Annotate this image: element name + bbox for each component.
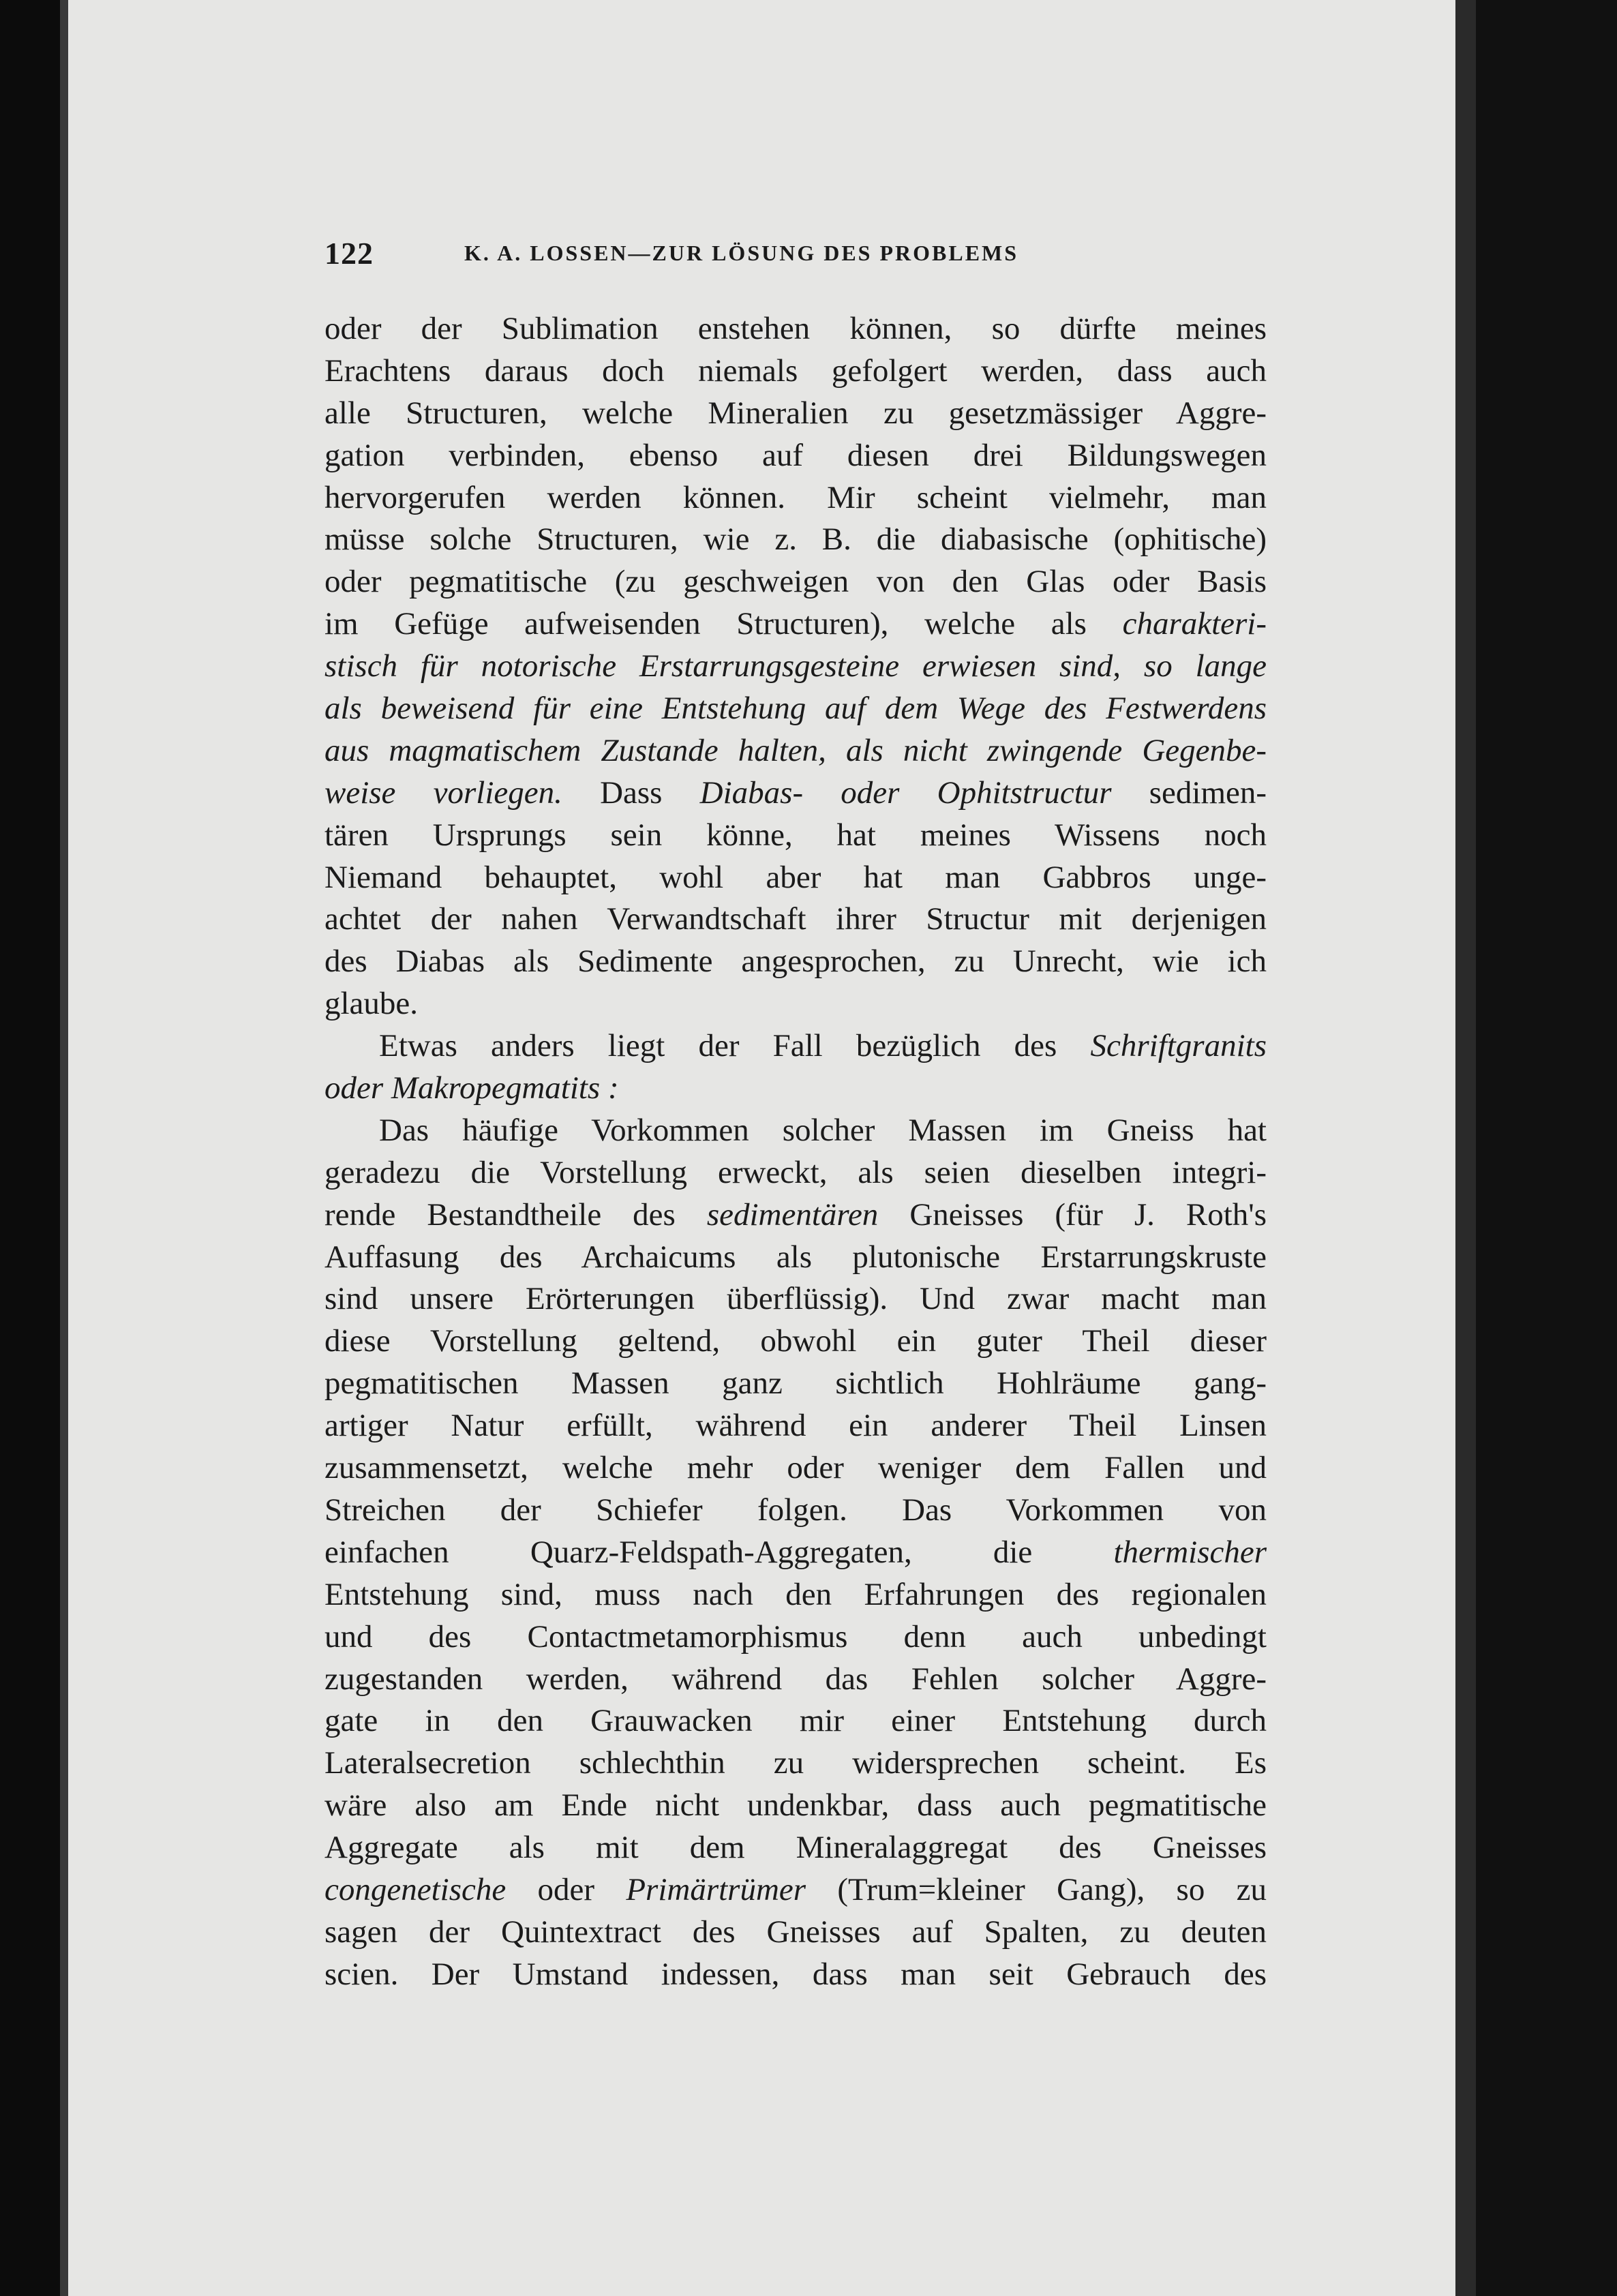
italic-text: thermischer bbox=[1113, 1534, 1267, 1570]
running-title: K. A. LOSSEN—ZUR LÖSUNG DES PROBLEMS bbox=[464, 241, 1019, 265]
scan-background-strip bbox=[1476, 0, 1617, 2296]
text-line bbox=[324, 1068, 1267, 1110]
text-line: müsse solche Structuren, wie z. B. die diabasische (ophitische) bbox=[324, 522, 1267, 558]
body-text bbox=[324, 308, 1267, 1996]
text-line: diese Vorstellung geltend, obwohl ein guter Theil dieser bbox=[324, 1323, 1267, 1359]
text-line: Auffasung des Archaicums als plutonische Erstarrungskruste bbox=[324, 1239, 1267, 1275]
text-line: zugestanden werden, während das Fehlen solcher Aggre- bbox=[324, 1661, 1267, 1697]
italic-text: congenetische bbox=[324, 1871, 507, 1907]
text-line: rende Bestandtheile des sedimentären Gneisses (für J. Roth's bbox=[324, 1196, 1267, 1233]
paragraph-start-line: Etwas anders liegt der Fall bezüglich des Schriftgranits bbox=[379, 1028, 1267, 1064]
text-line: pegmatitischen Massen ganz sichtlich Hohlräume gang- bbox=[324, 1365, 1267, 1402]
text-line: zusammensetzt, welche mehr oder weniger dem Fallen und bbox=[324, 1450, 1267, 1486]
text-line: geradezu die Vorstellung erweckt, als seien dieselben integri- bbox=[324, 1154, 1267, 1190]
italic-text: als beweisend für eine Entstehung auf dem Wege des Festwerdens bbox=[324, 691, 1267, 727]
italic-text: Primärtrümer bbox=[626, 1871, 806, 1907]
text-line: Aggregate als mit dem Mineralaggregat des Gneisses bbox=[324, 1830, 1267, 1866]
italic-text: charakteri- bbox=[1122, 606, 1267, 642]
page-gutter-shadow bbox=[1455, 0, 1476, 2296]
text-line: Erachtens daraus doch niemals gefolgert werden, dass auch bbox=[324, 352, 1267, 389]
text-line: im Gefüge aufweisenden Structuren), welche als charakteri- bbox=[324, 606, 1267, 642]
text-line: scien. Der Umstand indessen, dass man seit Gebrauch des bbox=[324, 1956, 1267, 1992]
text-line: oder der Sublimation enstehen können, so dürfte meines bbox=[324, 311, 1267, 346]
italic-text: aus magmatischem Zustande halten, als nicht zwingende Gegenbe- bbox=[324, 732, 1267, 768]
paragraph-start-line: Das häufige Vorkommen solcher Massen im Gneiss hat bbox=[379, 1112, 1267, 1148]
italic-text: stisch für notorische Erstarrungsgesteine erwiesen sind, so lange bbox=[324, 648, 1267, 684]
text-line: Streichen der Schiefer folgen. Das Vorkommen von bbox=[324, 1492, 1267, 1528]
text-line: gate in den Grauwacken mir einer Entstehung durch bbox=[324, 1703, 1267, 1739]
italic-text: oder Makropegmatits : bbox=[324, 1070, 619, 1106]
running-header bbox=[324, 235, 1272, 276]
text-line: sind unsere Erörterungen überflüssig). Und zwar macht man bbox=[324, 1281, 1267, 1317]
text-line bbox=[324, 730, 1267, 772]
italic-text: weise vorliegen. bbox=[324, 774, 562, 811]
italic-text: sedimentären bbox=[706, 1196, 879, 1233]
text-line: sagen der Quintextract des Gneisses auf Spalten, zu deuten bbox=[324, 1914, 1267, 1950]
text-line: alle Structuren, welche Mineralien zu gesetzmässiger Aggre- bbox=[324, 395, 1267, 431]
text-line: glaube. bbox=[324, 986, 419, 1022]
text-line: weise vorliegen. Dass Diabas- oder Ophitstructur sedimen- bbox=[324, 774, 1267, 811]
text-line: einfachen Quarz-Feldspath-Aggregaten, die thermischer bbox=[324, 1534, 1267, 1570]
italic-text: Diabas- oder Ophitstructur bbox=[699, 774, 1112, 811]
text-line: hervorgerufen werden können. Mir scheint vielmehr, man bbox=[324, 479, 1267, 515]
text-line: Lateralsecretion schlechthin zu widersprechen scheint. Es bbox=[324, 1745, 1267, 1781]
text-line: gation verbinden, ebenso auf diesen drei Bildungswegen bbox=[324, 437, 1267, 473]
text-line: achtet der nahen Verwandtschaft ihrer Structur mit derjenigen bbox=[324, 901, 1267, 937]
text-line: und des Contactmetamorphismus denn auch unbedingt bbox=[324, 1618, 1267, 1655]
text-line: oder pegmatitische (zu geschweigen von den Glas oder Basis bbox=[324, 564, 1267, 600]
italic-text: Schriftgranits bbox=[1090, 1028, 1267, 1064]
text-line: artiger Natur erfüllt, während ein anderer Theil Linsen bbox=[324, 1408, 1267, 1444]
text-line: des Diabas als Sedimente angesprochen, zu Unrecht, wie ich bbox=[324, 943, 1267, 980]
text-line: congenetische oder Primärtrümer (Trum=kleiner Gang), so zu bbox=[324, 1871, 1267, 1907]
text-line bbox=[324, 688, 1267, 730]
text-line: Entstehung sind, muss nach den Erfahrungen des regionalen bbox=[324, 1576, 1267, 1612]
text-line: tären Ursprungs sein könne, hat meines Wissens noch bbox=[324, 817, 1267, 853]
text-line: wäre also am Ende nicht undenkbar, dass auch pegmatitische bbox=[324, 1787, 1267, 1824]
page-number: 122 bbox=[324, 236, 374, 271]
text-line bbox=[324, 646, 1267, 688]
text-line: Niemand behauptet, wohl aber hat man Gabbros unge- bbox=[324, 859, 1267, 895]
